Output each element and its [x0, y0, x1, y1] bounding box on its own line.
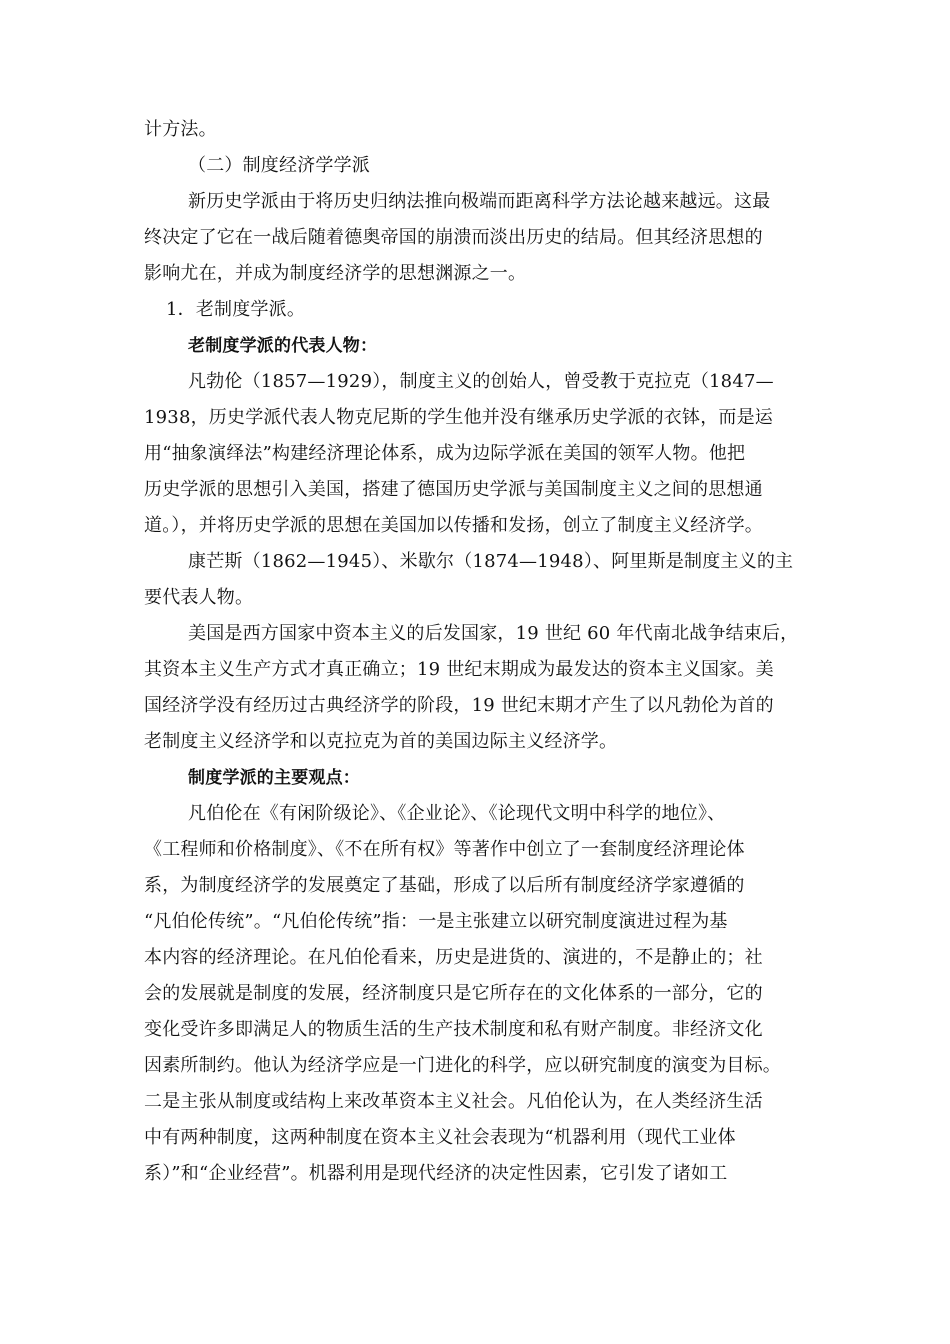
paragraph-line: 美国是西方国家中资本主义的后发国家，19 世纪 60 年代南北战争结束后， — [188, 623, 799, 644]
paragraph-line: 终决定了它在一战后随着德奥帝国的崩溃而淡出历史的结局。但其经济思想的 — [144, 227, 763, 248]
document-page — [144, 112, 824, 1192]
paragraph-line: 《工程师和价格制度》、《不在所有权》等著作中创立了一套制度经济理论体 — [144, 839, 745, 860]
paragraph-line: 国经济学没有经历过古典经济学的阶段，19 世纪末期才产生了以凡勃伦为首的 — [144, 695, 774, 716]
paragraph-line: 中有两种制度，这两种制度在资本主义社会表现为“机器利用（现代工业体 — [144, 1127, 736, 1148]
paragraph-line: 1938，历史学派代表人物克尼斯的学生他并没有继承历史学派的衣钵，而是运 — [144, 407, 774, 428]
paragraph-line: 系）”和“企业经营”。机器利用是现代经济的决定性因素，它引发了诸如工 — [144, 1163, 728, 1184]
paragraph-line: 凡勃伦（1857—1929），制度主义的创始人，曾受教于克拉克（1847— — [188, 371, 774, 392]
paragraph-line: 系，为制度经济学的发展奠定了基础，形成了以后所有制度经济学家遵循的 — [144, 875, 745, 896]
subsection-heading: 1．老制度学派。 — [166, 299, 306, 320]
paragraph-line: 康芒斯（1862—1945）、米歇尔（1874—1948）、阿里斯是制度主义的主 — [188, 551, 794, 572]
paragraph-line: 要代表人物。 — [144, 587, 254, 608]
text-line: 计方法。 — [144, 119, 217, 140]
paragraph-line: 其资本主义生产方式才真正确立；19 世纪末期成为最发达的资本主义国家。美 — [144, 659, 774, 680]
section-heading: （二）制度经济学学派 — [188, 155, 370, 176]
paragraph-line: 会的发展就是制度的发展，经济制度只是它所存在的文化体系的一部分，它的 — [144, 983, 763, 1004]
paragraph-line: 凡伯伦在《有闲阶级论》、《企业论》、《论现代文明中科学的地位》、 — [188, 803, 726, 824]
paragraph-line: 影响尤在，并成为制度经济学的思想渊源之一。 — [144, 263, 527, 284]
paragraph-line: 历史学派的思想引入美国，搭建了德国历史学派与美国制度主义之间的思想通 — [144, 479, 763, 500]
bold-heading: 制度学派的主要观点： — [188, 768, 360, 788]
paragraph-line: 因素所制约。他认为经济学应是一门进化的科学，应以研究制度的演变为目标。 — [144, 1055, 781, 1076]
paragraph-line: “凡伯伦传统”。“凡伯伦传统”指：一是主张建立以研究制度演进过程为基 — [144, 911, 728, 932]
paragraph-line: 变化受许多即满足人的物质生活的生产技术制度和私有财产制度。非经济文化 — [144, 1019, 763, 1040]
paragraph-line: 本内容的经济理论。在凡伯伦看来，历史是进货的、演进的，不是静止的；社 — [144, 947, 763, 968]
paragraph-line: 老制度主义经济学和以克拉克为首的美国边际主义经济学。 — [144, 731, 618, 752]
paragraph-line: 新历史学派由于将历史归纳法推向极端而距离科学方法论越来越远。这最 — [188, 191, 771, 212]
paragraph-line: 道。），并将历史学派的思想在美国加以传播和发扬，创立了制度主义经济学。 — [144, 515, 763, 536]
paragraph-line: 二是主张从制度或结构上来改革资本主义社会。凡伯伦认为，在人类经济生活 — [144, 1091, 763, 1112]
paragraph-line: 用“抽象演绎法”构建经济理论体系，成为边际学派在美国的领军人物。他把 — [144, 443, 746, 464]
bold-heading: 老制度学派的代表人物： — [188, 336, 378, 356]
